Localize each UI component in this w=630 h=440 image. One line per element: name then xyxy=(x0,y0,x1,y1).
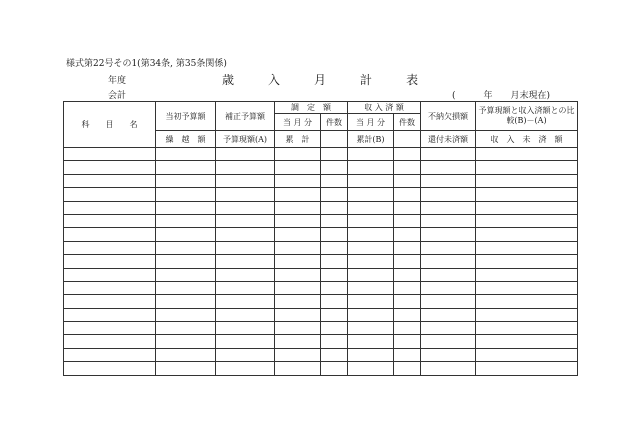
table-cell xyxy=(275,228,321,241)
table-cell xyxy=(394,188,421,201)
table-cell xyxy=(275,322,321,335)
table-cell xyxy=(321,322,348,335)
header-carried-over: 繰 越 額 xyxy=(156,131,216,148)
table-row xyxy=(64,322,578,335)
table-cell xyxy=(394,148,421,161)
table-cell xyxy=(394,268,421,281)
table-cell xyxy=(275,348,321,361)
title-char: 入 xyxy=(268,73,281,87)
table-cell xyxy=(421,348,476,361)
table-row xyxy=(64,241,578,254)
table-cell xyxy=(348,348,394,361)
table-cell xyxy=(216,335,275,348)
header-initial-budget: 当初予算額 xyxy=(156,102,216,131)
table-cell xyxy=(321,148,348,161)
table-cell xyxy=(476,174,578,187)
table-cell xyxy=(394,335,421,348)
table-cell xyxy=(321,295,348,308)
table-cell xyxy=(476,188,578,201)
table-cell xyxy=(275,335,321,348)
table-cell xyxy=(421,335,476,348)
form-number: 様式第22号その1(第34条, 第35条関係) xyxy=(66,59,227,69)
table-cell xyxy=(348,335,394,348)
table-cell xyxy=(64,255,156,268)
table-cell xyxy=(156,174,216,187)
table-cell xyxy=(321,188,348,201)
as-of-date xyxy=(452,88,550,101)
table-cell xyxy=(216,174,275,187)
table-cell xyxy=(421,201,476,214)
table-cell xyxy=(216,281,275,294)
table-cell xyxy=(476,148,578,161)
table-cell xyxy=(476,255,578,268)
header-assessed: 調 定 額 xyxy=(275,102,348,114)
table-row xyxy=(64,228,578,241)
page-title xyxy=(222,71,418,88)
table-cell xyxy=(216,255,275,268)
title-char: 計 xyxy=(360,73,373,87)
table-cell xyxy=(321,228,348,241)
table-cell xyxy=(216,308,275,321)
table-cell xyxy=(476,201,578,214)
table-cell xyxy=(394,255,421,268)
header-comparison: 予算現額と収入済額との比較(B)－(A) xyxy=(476,102,578,131)
table-cell xyxy=(156,295,216,308)
table-cell xyxy=(476,268,578,281)
header-refund-unpaid: 還付未済額 xyxy=(421,131,476,148)
table-cell xyxy=(64,188,156,201)
table-cell xyxy=(156,241,216,254)
table-cell xyxy=(64,335,156,348)
table-cell xyxy=(216,362,275,376)
header-received: 収 入 済 額 xyxy=(348,102,421,114)
table-cell xyxy=(275,255,321,268)
table-cell xyxy=(321,308,348,321)
account-label: 会計 xyxy=(108,91,127,101)
table-cell xyxy=(156,188,216,201)
table-cell xyxy=(275,161,321,174)
table-cell xyxy=(321,281,348,294)
table-row xyxy=(64,174,578,187)
table-cell xyxy=(421,268,476,281)
table-cell xyxy=(216,188,275,201)
table-cell xyxy=(216,295,275,308)
table-cell xyxy=(476,214,578,227)
table-cell xyxy=(216,322,275,335)
table-cell xyxy=(321,161,348,174)
header-received-month: 当 月 分 xyxy=(348,114,394,131)
table-cell xyxy=(64,308,156,321)
header-supplementary-budget: 補正予算額 xyxy=(216,102,275,131)
table-cell xyxy=(476,281,578,294)
as-of-open: ( xyxy=(452,91,456,101)
table-cell xyxy=(348,228,394,241)
table-cell xyxy=(156,255,216,268)
title-char: 歳 xyxy=(222,73,235,87)
table-cell xyxy=(394,228,421,241)
table-cell xyxy=(275,188,321,201)
header-assessed-count: 件数 xyxy=(321,114,348,131)
table-cell xyxy=(348,174,394,187)
table-row xyxy=(64,362,578,376)
table-cell xyxy=(156,161,216,174)
table-cell xyxy=(394,161,421,174)
table-cell xyxy=(421,241,476,254)
table-cell xyxy=(64,322,156,335)
table-cell xyxy=(348,188,394,201)
table-cell xyxy=(394,281,421,294)
table-cell xyxy=(476,335,578,348)
table-cell xyxy=(156,308,216,321)
table-cell xyxy=(421,174,476,187)
table-cell xyxy=(275,148,321,161)
as-of-year: 年 xyxy=(483,91,493,101)
table-cell xyxy=(156,148,216,161)
table-cell xyxy=(476,228,578,241)
table-row xyxy=(64,335,578,348)
table-cell xyxy=(156,335,216,348)
table-cell xyxy=(394,322,421,335)
table-cell xyxy=(421,295,476,308)
table-cell xyxy=(394,308,421,321)
table-cell xyxy=(348,161,394,174)
table-cell xyxy=(64,348,156,361)
table-cell xyxy=(275,268,321,281)
table-cell xyxy=(421,148,476,161)
table-cell xyxy=(156,348,216,361)
table-row xyxy=(64,255,578,268)
table-row xyxy=(64,148,578,161)
table-cell xyxy=(321,362,348,376)
table-row xyxy=(64,188,578,201)
header-uncollectible: 不納欠損額 xyxy=(421,102,476,131)
table-cell xyxy=(421,188,476,201)
table-cell xyxy=(421,228,476,241)
table-cell xyxy=(275,362,321,376)
table-cell xyxy=(216,161,275,174)
table-cell xyxy=(348,201,394,214)
table-cell xyxy=(394,214,421,227)
header-assessed-cumulative: 累 計 xyxy=(275,131,321,148)
table-cell xyxy=(275,295,321,308)
header-received-cumulative: 累計(B) xyxy=(348,131,394,148)
table-cell xyxy=(321,348,348,361)
table-cell xyxy=(275,308,321,321)
table-cell xyxy=(216,214,275,227)
table-cell xyxy=(321,255,348,268)
table-cell xyxy=(64,362,156,376)
header-item: 科 目 名 xyxy=(64,102,156,148)
header-assessed-month: 当 月 分 xyxy=(275,114,321,131)
table-cell xyxy=(156,268,216,281)
table-cell xyxy=(348,281,394,294)
table-cell xyxy=(275,174,321,187)
table-row xyxy=(64,295,578,308)
table-cell xyxy=(348,214,394,227)
table-cell xyxy=(348,148,394,161)
ledger-table xyxy=(63,101,578,376)
table-cell xyxy=(156,281,216,294)
table-cell xyxy=(64,174,156,187)
table-cell xyxy=(394,295,421,308)
table-cell xyxy=(321,201,348,214)
table-cell xyxy=(156,322,216,335)
table-cell xyxy=(64,214,156,227)
table-cell xyxy=(394,241,421,254)
table-cell xyxy=(275,214,321,227)
table-cell xyxy=(64,201,156,214)
table-cell xyxy=(476,161,578,174)
table-cell xyxy=(216,148,275,161)
table-cell xyxy=(348,308,394,321)
table-cell xyxy=(156,228,216,241)
table-cell xyxy=(156,362,216,376)
table-cell xyxy=(64,268,156,281)
table-cell xyxy=(476,362,578,376)
table-row xyxy=(64,214,578,227)
table-cell xyxy=(476,241,578,254)
table-cell xyxy=(64,161,156,174)
table-row xyxy=(64,281,578,294)
table-row xyxy=(64,161,578,174)
table-cell xyxy=(156,214,216,227)
table-cell xyxy=(421,255,476,268)
table-cell xyxy=(216,348,275,361)
table-cell xyxy=(321,174,348,187)
table-cell xyxy=(321,214,348,227)
table-cell xyxy=(216,201,275,214)
table-cell xyxy=(348,241,394,254)
table-cell xyxy=(321,241,348,254)
table-cell xyxy=(476,295,578,308)
title-char: 表 xyxy=(406,73,419,87)
table-cell xyxy=(421,362,476,376)
table-cell xyxy=(421,322,476,335)
table-cell xyxy=(216,228,275,241)
table-cell xyxy=(421,308,476,321)
header-current-budget: 予算現額(A) xyxy=(216,131,275,148)
table-row xyxy=(64,268,578,281)
table-cell xyxy=(348,255,394,268)
table-cell xyxy=(275,201,321,214)
table-cell xyxy=(348,362,394,376)
table-cell xyxy=(64,241,156,254)
table-cell xyxy=(348,295,394,308)
table-row xyxy=(64,201,578,214)
table-cell xyxy=(421,214,476,227)
fiscal-year-label: 年度 xyxy=(108,76,127,86)
header-received-count: 件数 xyxy=(394,114,421,131)
table-cell xyxy=(321,268,348,281)
table-cell xyxy=(275,241,321,254)
table-cell xyxy=(421,161,476,174)
table-cell xyxy=(394,201,421,214)
title-char: 月 xyxy=(314,73,327,87)
table-cell xyxy=(156,201,216,214)
table-cell xyxy=(216,241,275,254)
table-cell xyxy=(64,228,156,241)
table-cell xyxy=(275,281,321,294)
table-cell xyxy=(348,322,394,335)
table-cell xyxy=(64,295,156,308)
table-cell xyxy=(394,174,421,187)
header-outstanding: 収 入 未 済 額 xyxy=(476,131,578,148)
table-cell xyxy=(321,335,348,348)
table-row xyxy=(64,308,578,321)
table-row xyxy=(64,348,578,361)
table-cell xyxy=(476,322,578,335)
table-cell xyxy=(64,148,156,161)
table-cell xyxy=(64,281,156,294)
table-cell xyxy=(421,281,476,294)
table-cell xyxy=(476,308,578,321)
table-cell xyxy=(348,268,394,281)
table-cell xyxy=(394,348,421,361)
table-cell xyxy=(394,362,421,376)
as-of-month-end: 月末現在) xyxy=(510,91,551,101)
table-cell xyxy=(476,348,578,361)
table-cell xyxy=(216,268,275,281)
